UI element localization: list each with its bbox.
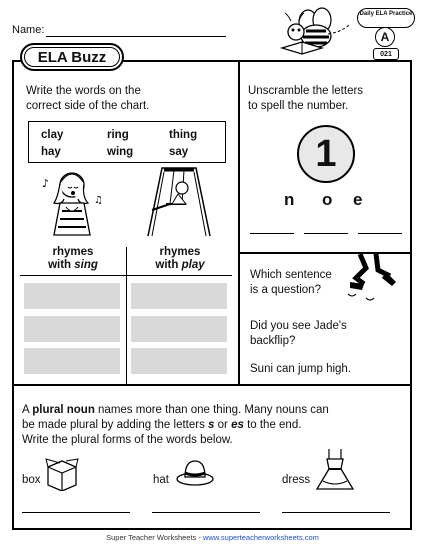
answer-box-sing[interactable] — [24, 283, 120, 309]
name-field-line[interactable] — [46, 36, 226, 37]
letter-blank[interactable] — [250, 233, 294, 234]
divider-bottom-horizontal — [12, 384, 412, 386]
unscramble-instruction-line2: to spell the number. — [248, 100, 349, 112]
dress-icon — [315, 447, 355, 491]
footer-text: Super Teacher Worksheets - — [106, 533, 203, 542]
chart-divider-vertical — [126, 247, 127, 384]
box-icon — [44, 455, 80, 491]
column-header-play — [127, 246, 233, 272]
plural-instruction: Write the plural forms of the words below. — [22, 434, 233, 446]
word-bank-item: say — [169, 146, 189, 158]
column-header-word-sing: sing — [74, 259, 98, 271]
question-prompt-line2: is a question? — [250, 284, 321, 296]
plural-answer-line[interactable] — [22, 512, 130, 513]
divider-vertical — [238, 62, 240, 384]
letter-blank[interactable] — [304, 233, 348, 234]
word-bank-item: thing — [169, 129, 198, 141]
column-header-play-line1: rhymes — [159, 246, 201, 258]
column-header-word-play: play — [181, 259, 205, 271]
plural-noun-term: plural noun — [32, 404, 95, 416]
word-bank-item: ring — [107, 129, 129, 141]
column-header-play-line2 — [127, 259, 233, 272]
plural-answer-line[interactable] — [152, 512, 260, 513]
column-header-sing-line2 — [20, 259, 126, 272]
letter-blank[interactable] — [358, 233, 402, 234]
plural-text: A — [22, 404, 33, 416]
plural-word-dress: dress — [282, 474, 311, 486]
plural-answer-line[interactable] — [282, 512, 390, 513]
plural-word-box: box — [22, 474, 41, 486]
sentence-option-1-line2[interactable]: backflip? — [250, 335, 296, 347]
plural-text: names more than one thing. Many nouns can — [94, 404, 329, 416]
unscramble-instruction-line1: Unscramble the letters — [248, 85, 364, 97]
hat-icon — [176, 459, 214, 487]
column-header-sing-line1: rhymes — [52, 246, 94, 258]
column-header-sing — [20, 246, 126, 272]
word-bank-item: clay — [41, 129, 64, 141]
girl-on-swing-icon — [140, 164, 216, 240]
svg-text:♫: ♫ — [94, 195, 103, 206]
footer — [0, 533, 425, 542]
plural-explanation-line1 — [22, 403, 329, 418]
word-bank-item: hay — [41, 146, 61, 158]
rhyme-instruction-line2: correct side of the chart. — [26, 100, 150, 112]
plural-explanation-line2 — [22, 418, 301, 433]
word-bank-item: wing — [107, 146, 134, 158]
name-label: Name: — [12, 24, 45, 36]
answer-box-play[interactable] — [131, 283, 227, 309]
plural-word-hat: hat — [153, 474, 169, 486]
rhyme-instruction-line1: Write the words on the — [26, 85, 141, 97]
level-badge: A — [375, 27, 395, 47]
chart-divider-horizontal — [20, 275, 232, 276]
title-badge — [20, 43, 124, 71]
singing-girl-icon — [40, 165, 106, 237]
scrambled-letter: e — [353, 190, 363, 209]
answer-box-sing[interactable] — [24, 348, 120, 374]
sentence-option-1-line1[interactable]: Did you see Jade's — [250, 320, 347, 332]
bee-reading-icon — [272, 4, 362, 60]
column-header-prefix: with — [155, 259, 182, 271]
scrambled-letter: n — [284, 190, 295, 209]
column-header-prefix: with — [48, 259, 75, 271]
sentence-option-2[interactable]: Suni can jump high. — [250, 363, 352, 375]
footer-link[interactable]: www.superteacherworksheets.com — [202, 533, 319, 542]
scrambled-letter: o — [322, 190, 333, 209]
answer-box-sing[interactable] — [24, 316, 120, 342]
answer-box-play[interactable] — [131, 348, 227, 374]
suffix-s: s — [208, 419, 215, 431]
answer-box-play[interactable] — [131, 316, 227, 342]
plural-text: to the end. — [243, 419, 302, 431]
jumping-legs-icon — [346, 254, 400, 304]
plural-text: or — [214, 419, 232, 431]
question-prompt-line1: Which sentence — [250, 269, 332, 281]
page-title: ELA Buzz — [24, 47, 120, 67]
word-bank — [28, 121, 226, 163]
number-circle: 1 — [297, 125, 355, 183]
plural-text: be made plural by adding the letters — [22, 419, 209, 431]
worksheet-number-badge: 021 — [373, 48, 399, 60]
svg-text:♪: ♪ — [42, 177, 50, 190]
daily-practice-badge: Daily ELA Practice — [357, 8, 415, 28]
suffix-es: es — [231, 419, 244, 431]
